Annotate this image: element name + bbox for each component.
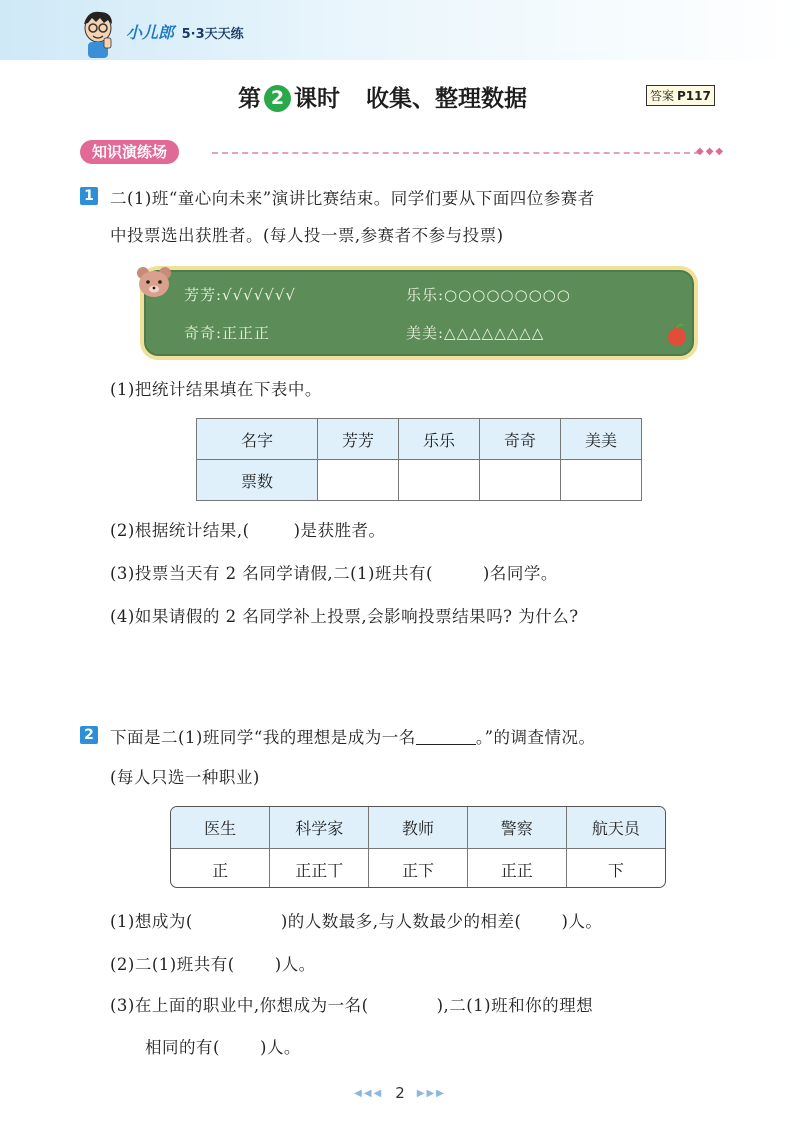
table-cell-job: 警察 (467, 807, 566, 849)
q2-sub3 (110, 992, 593, 1016)
header-band (0, 0, 800, 60)
table-cell-job: 教师 (369, 807, 468, 849)
lesson-title-text: 收集、整理数据 (366, 86, 527, 112)
vote-count-table (196, 418, 642, 501)
q2-sub3-text-a: (3)在上面的职业中,你想成为一名( (110, 996, 369, 1015)
q2-sub3-text-b: ),二(1)班和你的理想 (436, 996, 594, 1015)
page-footer (0, 1084, 800, 1102)
table-header-votes: 票数 (197, 460, 318, 501)
brand-logo (126, 20, 244, 43)
q2-stem-text-b: 。”的调查情况。 (475, 728, 596, 747)
table-cell-tally: 正正丅 (270, 849, 369, 889)
bear-icon (134, 264, 174, 300)
table-cell-job: 航天员 (566, 807, 665, 849)
right-arrows-icon: ▶▶▶ (416, 1088, 446, 1099)
section-heading: 知识演练场 (80, 140, 179, 164)
career-survey-table (170, 806, 666, 888)
q1-sub2 (110, 517, 386, 541)
vote-answer-cell[interactable] (480, 460, 561, 501)
table-cell-job: 医生 (171, 807, 270, 849)
lesson-suffix: 课时 (294, 86, 340, 112)
q2-sub1-text-b: )的人数最多,与人数最少的相差( (280, 912, 522, 931)
q2-sub3-line2-text-a: 相同的有( (145, 1038, 220, 1057)
table-cell-name: 芳芳 (318, 419, 399, 460)
q2-sub1-text-a: (1)想成为( (110, 912, 193, 931)
q1-sub3-text-b: )名同学。 (482, 564, 558, 583)
table-cell-tally: 正 (171, 849, 270, 889)
boy-mascot-icon (78, 8, 118, 60)
lesson-prefix: 第 (238, 86, 261, 112)
left-arrows-icon: ◀◀◀ (354, 1088, 384, 1099)
answer-page: P117 (677, 89, 711, 103)
q2-sub3-line2 (145, 1034, 301, 1058)
table-cell-tally: 正下 (369, 849, 468, 889)
q1-sub1: (1)把统计结果填在下表中。 (110, 380, 322, 399)
tally-meimei: 美美:△△△△△△△△ (406, 324, 545, 342)
table-cell-name: 乐乐 (399, 419, 480, 460)
q2-stem-text-a: 下面是二(1)班同学“我的理想是成为一名 (110, 728, 416, 747)
answer-reference-tag (646, 85, 715, 106)
q1-sub3-text-a: (3)投票当天有 2 名同学请假,二(1)班共有( (110, 564, 433, 583)
question-1-number: 1 (80, 187, 98, 205)
section-divider (212, 152, 700, 154)
tally-lele: 乐乐:○○○○○○○○○ (406, 286, 571, 304)
page-title (238, 80, 527, 113)
tally-qiqi: 奇奇:正正正 (184, 324, 271, 342)
vote-answer-cell[interactable] (399, 460, 480, 501)
table-cell-tally: 正正 (467, 849, 566, 889)
answer-blank[interactable] (416, 744, 476, 745)
q2-stem-line2: (每人只选一种职业) (110, 768, 260, 787)
brand-name: 小儿郎 (126, 23, 175, 42)
q2-sub2-text-b: )人。 (274, 955, 316, 974)
q2-sub2-text-a: (2)二(1)班共有( (110, 955, 235, 974)
lesson-number-badge: 2 (264, 85, 291, 112)
tally-fangfang: 芳芳:√√√√√√√ (184, 286, 296, 304)
blackboard-vote-tally (140, 266, 698, 360)
vote-answer-cell[interactable] (318, 460, 399, 501)
career-survey-grid (171, 807, 665, 888)
q1-sub3 (110, 560, 558, 584)
brand-series: 5·3天天练 (181, 27, 244, 42)
table-cell-tally: 下 (566, 849, 665, 889)
q1-stem-line2: 中投票选出获胜者。(每人投一票,参赛者不参与投票) (110, 226, 504, 245)
q2-sub1-text-c: )人。 (561, 912, 603, 931)
section-divider-arrows: ◆◆◆ (696, 146, 726, 157)
q2-sub2 (110, 951, 316, 975)
page-number: 2 (395, 1084, 405, 1102)
q2-sub1 (110, 908, 602, 932)
q1-sub2-text-a: (2)根据统计结果,( (110, 521, 250, 540)
table-cell-name: 美美 (561, 419, 642, 460)
q1-answer-area[interactable] (110, 640, 710, 710)
q2-stem-line1 (110, 724, 596, 748)
q1-sub4: (4)如果请假的 2 名同学补上投票,会影响投票结果吗? 为什么? (110, 607, 579, 626)
q1-stem-line1: 二(1)班“童心向未来”演讲比赛结束。同学们要从下面四位参赛者 (110, 189, 595, 208)
answer-label: 答案 (650, 89, 675, 103)
question-2-number: 2 (80, 726, 98, 744)
q2-sub3-line2-text-b: )人。 (259, 1038, 301, 1057)
table-cell-name: 奇奇 (480, 419, 561, 460)
vote-answer-cell[interactable] (561, 460, 642, 501)
apple-icon (664, 323, 690, 347)
table-header-name: 名字 (197, 419, 318, 460)
q1-sub2-text-b: )是获胜者。 (293, 521, 386, 540)
table-cell-job: 科学家 (270, 807, 369, 849)
